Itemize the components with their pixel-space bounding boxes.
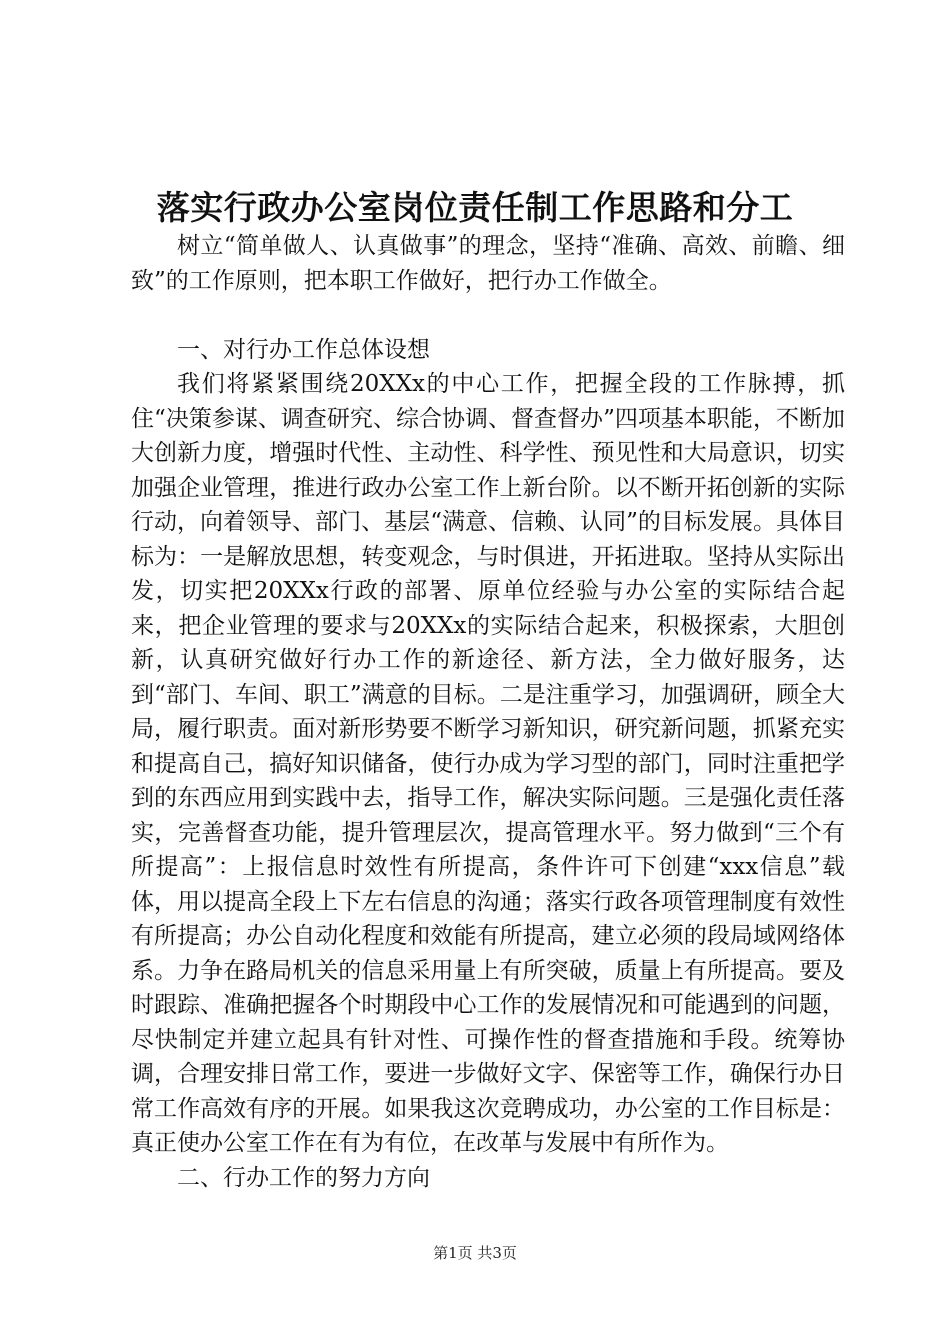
section-2-heading: 二、行办工作的努力方向	[177, 1164, 430, 1191]
paragraph-spacer	[131, 298, 845, 333]
section-1-paragraph: 我们将紧紧围绕20XXx的中心工作，把握全段的工作脉搏，抓住“决策参谋、调查研究、综合协调、督查督办”四项基本职能，不断加大创新力度，增强时代性、主动性、科学性、预见性和大局意识，切实加强企业管理，推进行政办公室工作上新台阶。以不断开拓创新的实际行动，向着领导、部门、基层“满意、信赖、认同”的目标发展。具体目标为：一是解放思想，转变观念，与时俱进，开拓进取。坚持从实际出发，切实把20XXx行政的部署、原单位经验与办公室的实际结合起来，把企业管理的要求与20XXx的实际结合起来，积极探索，大胆创新，认真研究做好行办工作的新途径、新方法，全力做好服务，达到“部门、车间、职工”满意的目标。二是注重学习，加强调研，顾全大局，履行职责。面对新形势要不断学习新知识，研究新问题，抓紧充实和提高自己，搞好知识储备，使行办成为学习型的部门，同时注重把学到的东西应用到实践中去，指导工作，解决实际问题。三是强化责任落实，完善督查功能，提升管理层次，提高管理水平。努力做到“三个有所提高”：上报信息时效性有所提高，条件许可下创建“xxx信息”载体，用以提高全段上下左右信息的沟通；落实行政各项管理制度有效性有所提高；办公自动化程度和效能有所提高，建立必须的段局域网络体系。力争在路局机关的信息采用量上有所突破，质量上有所提高。要及时跟踪、准确把握各个时期段中心工作的发展情况和可能遇到的问题，尽快制定并建立起具有针对性、可操作性的督查措施和手段。统筹协调，合理安排日常工作，要进一步做好文字、保密等工作，确保行办日常工作高效有序的开展。如果我这次竞聘成功，办公室的工作目标是：真正使办公室工作在有为有位，在改革与发展中有所作为。	[131, 371, 845, 1156]
section-1-heading: 一、对行办工作总体设想	[177, 336, 430, 363]
document-body	[131, 229, 845, 1195]
document-title: 落实行政办公室岗位责任制工作思路和分工	[156, 188, 794, 227]
intro-paragraph: 树立“简单做人、认真做事”的理念，坚持“准确、高效、前瞻、细致”的工作原则，把本职工作做好，把行办工作做全。	[131, 233, 845, 294]
page-number-footer: 第1页 共3页	[433, 1244, 517, 1262]
